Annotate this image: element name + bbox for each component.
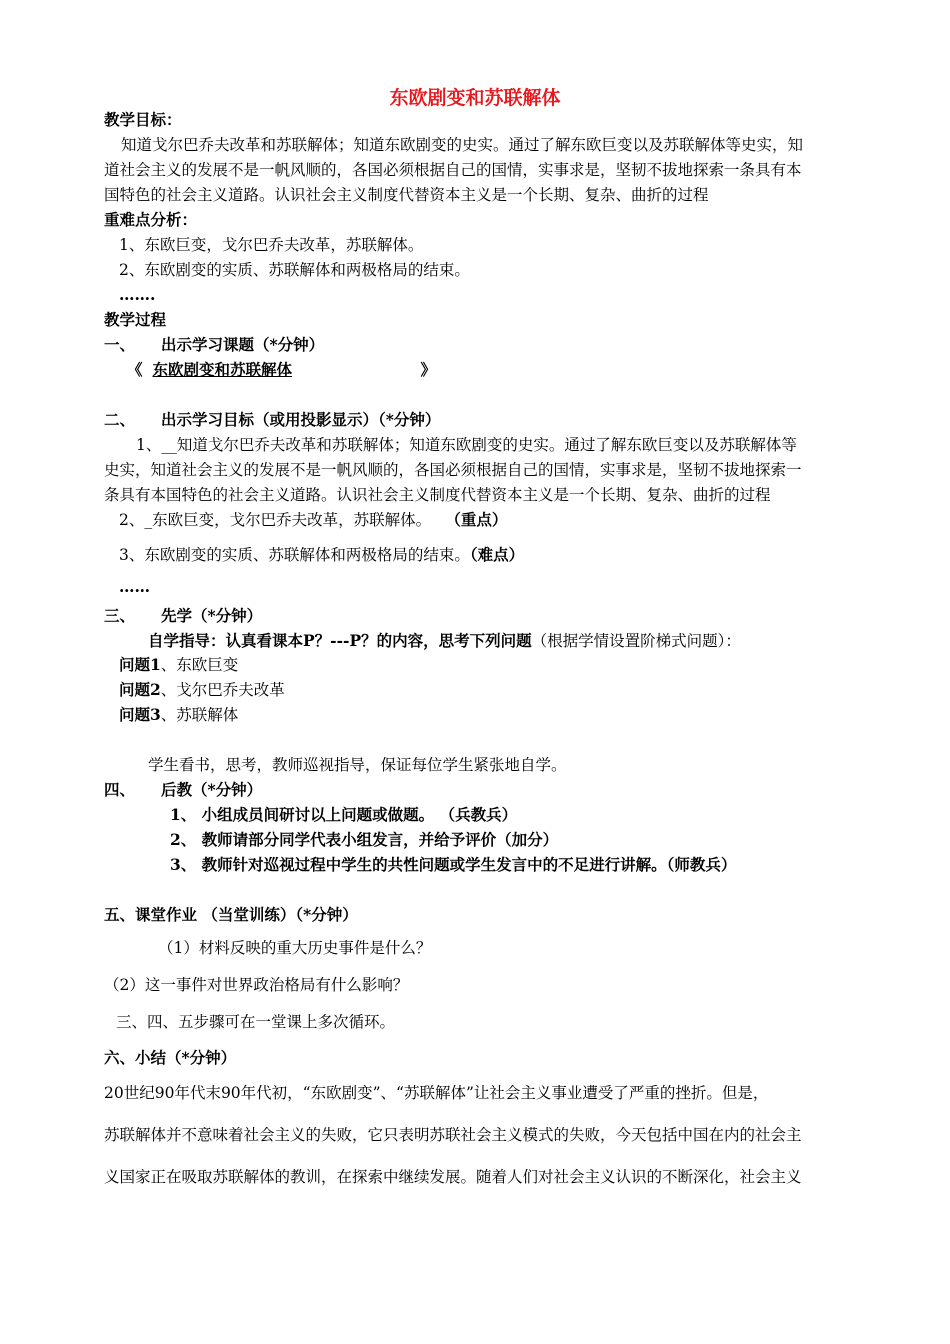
question-2-text: 、戈尔巴乔夫改革	[160, 681, 285, 699]
section-2-goal-2	[119, 510, 507, 530]
question-3-text: 、苏联解体	[160, 706, 239, 724]
difficulty-tag: （难点）	[469, 545, 525, 564]
topic-right-bracket: 》	[420, 360, 437, 379]
question-3	[119, 705, 238, 725]
section-3-title: 先学（*分钟）	[161, 606, 263, 625]
section-2-goal-1-line-2: 史实，知道社会主义的发展不是一帆风顺的，各国必须根据自己的国情，实事求是，坚韧不拔地探索一	[104, 461, 802, 479]
section-4-item-2: 2、 教师请部分同学代表小组发言，并给予评价（加分）	[170, 830, 559, 849]
section-2-ellipsis: ……	[119, 577, 150, 596]
question-2-label: 问题2	[119, 680, 161, 699]
section-6-header: 六、小结（*分钟）	[104, 1048, 237, 1067]
key-point-1: 1、东欧巨变，戈尔巴乔夫改革，苏联解体。	[119, 236, 424, 254]
section-2-goal-1-line-3: 条具有本国特色的社会主义道路。认识社会主义制度代替资本主义是一个长期、复杂、曲折的过程	[104, 486, 771, 504]
key-point-2: 2、东欧剧变的实质、苏联解体和两极格局的结束。	[119, 261, 470, 279]
goal-3-text: 3、东欧剧变的实质、苏联解体和两极格局的结束。	[119, 546, 470, 564]
self-study-note: 学生看书，思考，教师巡视指导，保证每位学生紧张地自学。	[148, 756, 567, 774]
objectives-line-2: 道社会主义的发展不是一帆风顺的，各国必须根据自己的国情，实事求是，坚韧不拔地探索一条具有本	[104, 161, 802, 179]
question-1-label: 问题1	[119, 655, 161, 674]
section-1-title: 出示学习课题（*分钟）	[161, 335, 325, 354]
question-3-label: 问题3	[119, 705, 161, 724]
summary-line-1: 20世纪90年代末90年代初，“东欧剧变”、“苏联解体”让社会主义事业遭受了严重的挫折。但是，	[104, 1084, 769, 1102]
guide-bold: 自学指导：认真看课本P？---P？的内容，思考下列问题	[148, 631, 532, 650]
loop-note: 三、四、五步骤可在一堂课上多次循环。	[116, 1013, 396, 1031]
summary-line-2: 苏联解体并不意味着社会主义的失败，它只表明苏联社会主义模式的失败，今天包括中国在内的社会主	[104, 1126, 802, 1144]
question-1-text: 、东欧巨变	[160, 656, 239, 674]
goal-2-text: 2、_东欧巨变，戈尔巴乔夫改革，苏联解体。	[119, 511, 432, 529]
objectives-heading: 教学目标：	[104, 110, 182, 129]
key-points-heading: 重难点分析：	[104, 210, 198, 229]
guide-rest: （根据学情设置阶梯式问题）：	[531, 632, 741, 650]
question-1	[119, 655, 238, 675]
process-heading: 教学过程	[104, 310, 167, 329]
section-2-goal-1-line-1: 1、__知道戈尔巴乔夫改革和苏联解体；知道东欧剧变的史实。通过了解东欧巨变以及苏联解体等	[136, 436, 797, 454]
section-4-header	[104, 780, 262, 800]
homework-question-2: （2）这一事件对世界政治格局有什么影响？	[104, 976, 409, 994]
question-2	[119, 680, 285, 700]
section-1-number: 一、	[104, 335, 136, 354]
document-title: 东欧剧变和苏联解体	[389, 87, 561, 109]
section-1-header	[104, 335, 324, 355]
section-4-title: 后教（*分钟）	[161, 780, 263, 799]
key-tag: （重点）	[453, 510, 508, 529]
section-4-item-3: 3、 教师针对巡视过程中学生的共性问题或学生发言中的不足进行讲解。（师教兵）	[170, 855, 737, 874]
self-study-guide	[148, 631, 741, 651]
objectives-line-1: 知道戈尔巴乔夫改革和苏联解体；知道东欧剧变的史实。通过了解东欧巨变以及苏联解体等史实，知	[121, 136, 804, 154]
section-2-goal-3	[119, 545, 524, 565]
objectives-line-3: 国特色的社会主义道路。认识社会主义制度代替资本主义是一个长期、复杂、曲折的过程	[104, 186, 709, 204]
key-points-ellipsis: …….	[119, 285, 156, 304]
section-4-number: 四、	[104, 780, 136, 799]
topic-underlined: 东欧剧变和苏联解体	[152, 360, 293, 379]
section-3-header	[104, 606, 262, 626]
section-2-title: 出示学习目标（或用投影显示）（*分钟）	[161, 410, 441, 429]
section-3-number: 三、	[104, 606, 136, 625]
section-4-item-1: 1、 小组成员间研讨以上问题或做题。 （兵教兵）	[170, 805, 518, 824]
topic-left-bracket: 《	[127, 360, 143, 379]
summary-line-3: 义国家正在吸取苏联解体的教训，在探索中继续发展。随着人们对社会主义认识的不断深化，社会主义	[104, 1168, 802, 1186]
section-2-number: 二、	[104, 410, 136, 429]
homework-question-1: （1）材料反映的重大历史事件是什么？	[158, 939, 432, 957]
section-1-topic	[127, 360, 436, 380]
section-5-header: 五、课堂作业 （当堂训练）（*分钟）	[104, 905, 358, 924]
section-2-header	[104, 410, 440, 430]
